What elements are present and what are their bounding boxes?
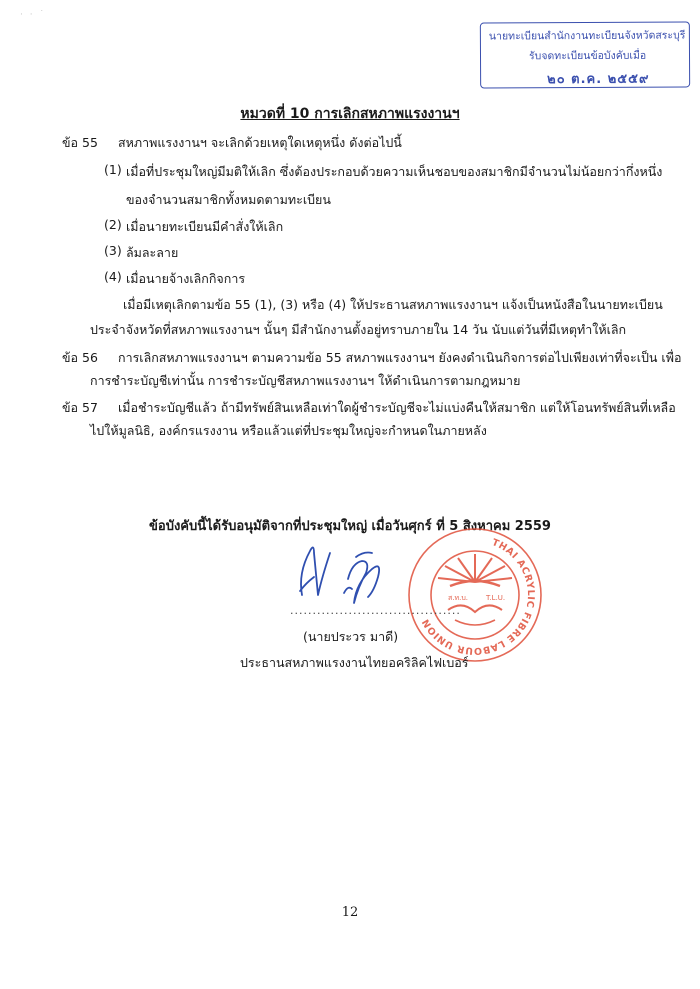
- signature-line: ......................................: [290, 604, 461, 617]
- item-1-number: (1): [104, 162, 122, 177]
- item-1-line-1: เมื่อที่ประชุมใหญ่มีมติให้เลิก ซึ่งต้องประกอบด้วยความเห็นชอบของสมาชิกมีจำนวนไม่น้อยกว่ากึ่งหนึ่ง: [126, 164, 663, 179]
- article-57-line-2: ไปให้มูลนิธิ, องค์กรแรงงาน หรือแล้วแต่ที่ประชุมใหญ่จะกำหนดในภายหลัง: [90, 423, 487, 438]
- item-1-line-2: ของจำนวนสมาชิกทั้งหมดตามทะเบียน: [126, 192, 331, 207]
- article-57-line-1: เมื่อชำระบัญชีแล้ว ถ้ามีทรัพย์สินเหลือเท่าใดผู้ชำระบัญชีจะไม่แบ่งคืนให้สมาชิก แต่ให้โอนทรัพย์สินที่เหลือ: [118, 400, 676, 415]
- signer-title: ประธานสหภาพแรงงานไทยอคริลิคไฟเบอร์: [240, 655, 469, 670]
- seal-outer-text: THAI ACRYLIC FIBRE LABOUR UNION: [420, 537, 537, 657]
- article-57-label: ข้อ 57: [62, 400, 98, 415]
- stamp-line-2: รับจดทะเบียนข้อบังคับเมื่อ: [528, 49, 647, 63]
- seal-abbr-left: ส.ท.บ.: [448, 594, 469, 602]
- registrar-receipt-stamp: [480, 21, 690, 88]
- item-2-text: เมื่อนายทะเบียนมีคำสั่งให้เลิก: [126, 219, 284, 234]
- item-3-number: (3): [104, 243, 122, 258]
- seal-abbr-right: T.L.U.: [486, 594, 506, 602]
- signature-scribble: [288, 533, 398, 613]
- article-55-intro: สหภาพแรงงานฯ จะเลิกด้วยเหตุใดเหตุหนึ่ง ดังต่อไปนี้: [118, 135, 402, 150]
- chapter-title: หมวดที่ 10 การเลิกสหภาพแรงงานฯ: [240, 106, 460, 122]
- article-56-line-1: การเลิกสหภาพแรงงานฯ ตามความข้อ 55 สหภาพแรงงานฯ ยังคงดำเนินกิจการต่อไปเพียงเท่าที่จะเป็น เพื่อ: [118, 350, 682, 365]
- item-2-number: (2): [104, 217, 122, 232]
- article-55-label: ข้อ 55: [62, 135, 98, 150]
- article-55-paragraph-line-2: ประจำจังหวัดที่สหภาพแรงงานฯ นั้นๆ มีสำนักงานตั้งอยู่ทราบภายใน 14 วัน นับแต่วันที่มีเหตุทำให้เลิก: [90, 322, 627, 337]
- scan-artifact: · · ˙: [20, 10, 46, 20]
- article-56-line-2: การชำระบัญชีเท่านั้น การชำระบัญชีสหภาพแรงงานฯ ให้ดำเนินการตามกฎหมาย: [90, 373, 521, 388]
- adoption-statement: ข้อบังคับนี้ได้รับอนุมัติจากที่ประชุมใหญ่ เมื่อวันศุกร์ ที่ 5 สิงหาคม 2559: [149, 519, 551, 534]
- article-55-paragraph-line-1: เมื่อมีเหตุเลิกตามข้อ 55 (1), (3) หรือ (4) ให้ประธานสหภาพแรงงานฯ แจ้งเป็นหนังสือในนายทะเบียน: [123, 297, 663, 312]
- item-4-text: เมื่อนายจ้างเลิกกิจการ: [126, 271, 246, 286]
- stamp-date: ๒๐ ต.ค. ๒๕๕๙: [547, 71, 650, 88]
- signer-name: (นายประวร มาดี): [303, 629, 399, 644]
- article-56-label: ข้อ 56: [62, 350, 98, 365]
- item-3-text: ล้มละลาย: [126, 245, 179, 260]
- union-seal: [400, 520, 550, 670]
- item-4-number: (4): [104, 269, 122, 284]
- stamp-line-1: นายทะเบียนสำนักงานทะเบียนจังหวัดสระบุรี: [488, 29, 686, 43]
- page-number: 12: [341, 905, 359, 920]
